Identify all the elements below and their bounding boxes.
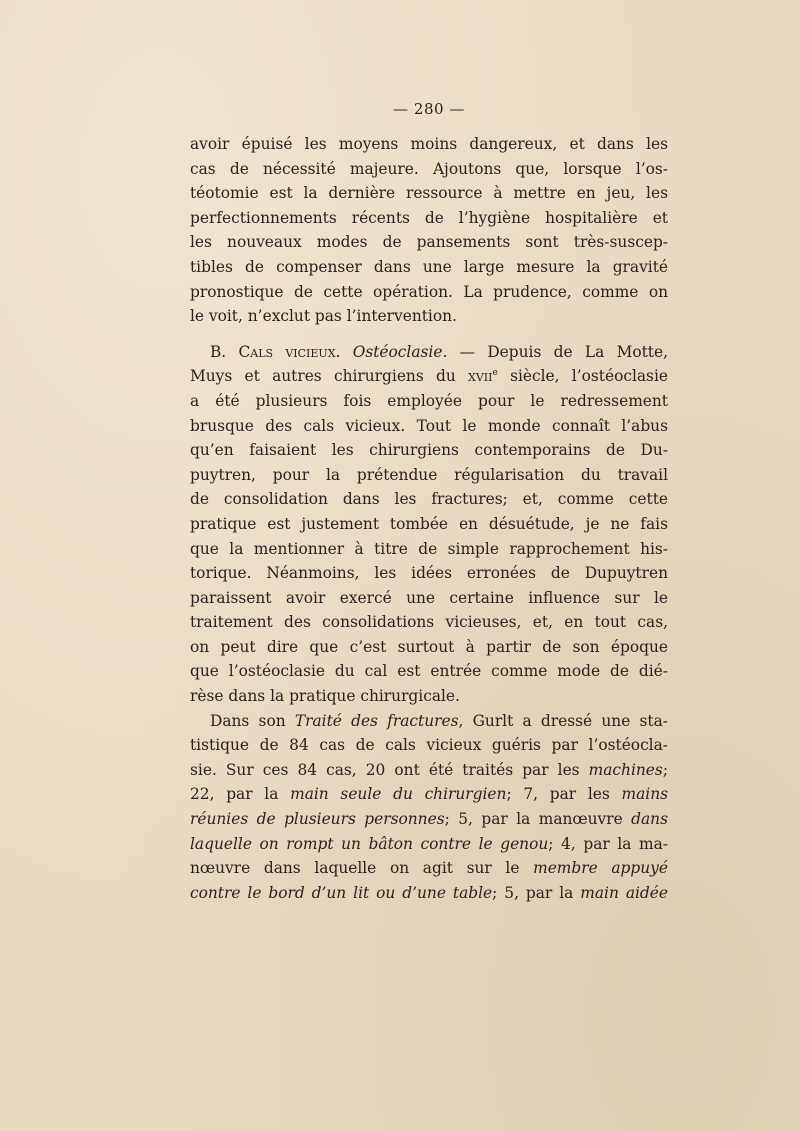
section-text: — Depuis de La Motte, <box>447 342 668 361</box>
italic-term: membre appuyé <box>533 859 668 878</box>
paragraph-1 <box>190 132 668 329</box>
text-line: que l’ostéoclasie du cal est entrée comme mode de dié- <box>190 662 668 681</box>
text-line: paraissent avoir exercé une certaine influence sur le <box>190 588 668 607</box>
italic-term: laquelle on rompt un bâton contre le genou <box>190 834 549 853</box>
text-line: tibles de compenser dans une large mesure la gravité <box>190 257 668 276</box>
text-line: torique. Néanmoins, les idées erronées de Dupuytren <box>190 564 668 583</box>
text-line: avoir épuisé les moyens moins dangereux, et dans les <box>190 135 668 153</box>
text-line: cas de nécessité majeure. Ajoutons que, lorsque l’os- <box>190 159 668 178</box>
text-line: on peut dire que c’est surtout à partir de son époque <box>190 637 668 656</box>
book-title: Traité des fractures <box>294 711 459 730</box>
text-line: a été plusieurs fois employée pour le redressement <box>190 391 668 410</box>
text-line: de consolidation dans les fractures; et, comme cette <box>190 490 668 509</box>
text-line: pronostique de cette opération. La prudence, comme on <box>190 282 668 301</box>
text-line: le voit, n’exclut pas l’intervention. <box>190 307 457 326</box>
italic-term: main seule du chirurgien <box>290 785 507 804</box>
text-line: sie. Sur ces 84 cas, 20 ont été traités par les machines; <box>190 760 668 779</box>
text-line: réunies de plusieurs personnes; 5, par la manœuvre dans <box>190 810 668 829</box>
italic-term: machines <box>588 760 663 779</box>
text-line: pratique est justement tombée en désuétude, je ne fais <box>190 514 668 533</box>
section-title: Cals vicieux. <box>238 342 341 361</box>
page-number: — 280 — <box>393 100 465 118</box>
paragraph-3 <box>190 709 668 906</box>
superscript: e <box>492 368 498 379</box>
century-numeral: xvii <box>468 367 493 386</box>
italic-term: dans <box>631 810 668 829</box>
text-line: traitement des consolidations vicieuses, et, en tout cas, <box>190 613 668 632</box>
text-line: Muys et autres chirurgiens du xvii$^e$ siècle, l’ostéoclasie <box>190 367 668 386</box>
text-line: laquelle on rompt un bâton contre le genou; 4, par la ma- <box>190 834 668 853</box>
italic-term: réunies de plusieurs personnes <box>190 810 445 829</box>
italic-term: main aidée <box>580 883 668 902</box>
text-line: contre le bord d’un lit ou d’une table; 5, par la main aidée <box>190 883 668 902</box>
text-line: les nouveaux modes de pansements sont très-suscep- <box>190 233 668 252</box>
text-line: Dans son Traité des fractures, Gurlt a dressé une sta- <box>210 711 668 730</box>
text-line: rèse dans la pratique chirurgicale. <box>190 687 460 706</box>
paragraph-2 <box>190 340 668 709</box>
italic-term: contre le bord d’un lit ou d’une table <box>190 883 493 902</box>
text-line: qu’en faisaient les chirurgiens contemporains de Du- <box>190 441 668 460</box>
text-line: perfectionnements récents de l’hygiène hospitalière et <box>190 208 668 227</box>
text-line: que la mentionner à titre de simple rapprochement his- <box>190 539 668 558</box>
text-line: puytren, pour la prétendue régularisation du travail <box>190 465 668 484</box>
text-line: brusque des cals vicieux. Tout le monde connaît l’abus <box>190 416 668 435</box>
text-line: tistique de 84 cas de cals vicieux guéris par l’ostéocla- <box>190 736 668 755</box>
section-heading-line <box>190 340 668 365</box>
italic-term: mains <box>621 785 669 804</box>
text-line: téotomie est la dernière ressource à mettre en jeu, les <box>190 184 668 203</box>
section-subtitle: Ostéoclasie. <box>352 342 448 361</box>
section-letter: B. <box>210 342 227 361</box>
page-text <box>190 132 668 905</box>
text-line: nœuvre dans laquelle on agit sur le membre appuyé <box>190 859 668 878</box>
text-line: 22, par la main seule du chirurgien; 7, par les mains <box>190 785 669 804</box>
